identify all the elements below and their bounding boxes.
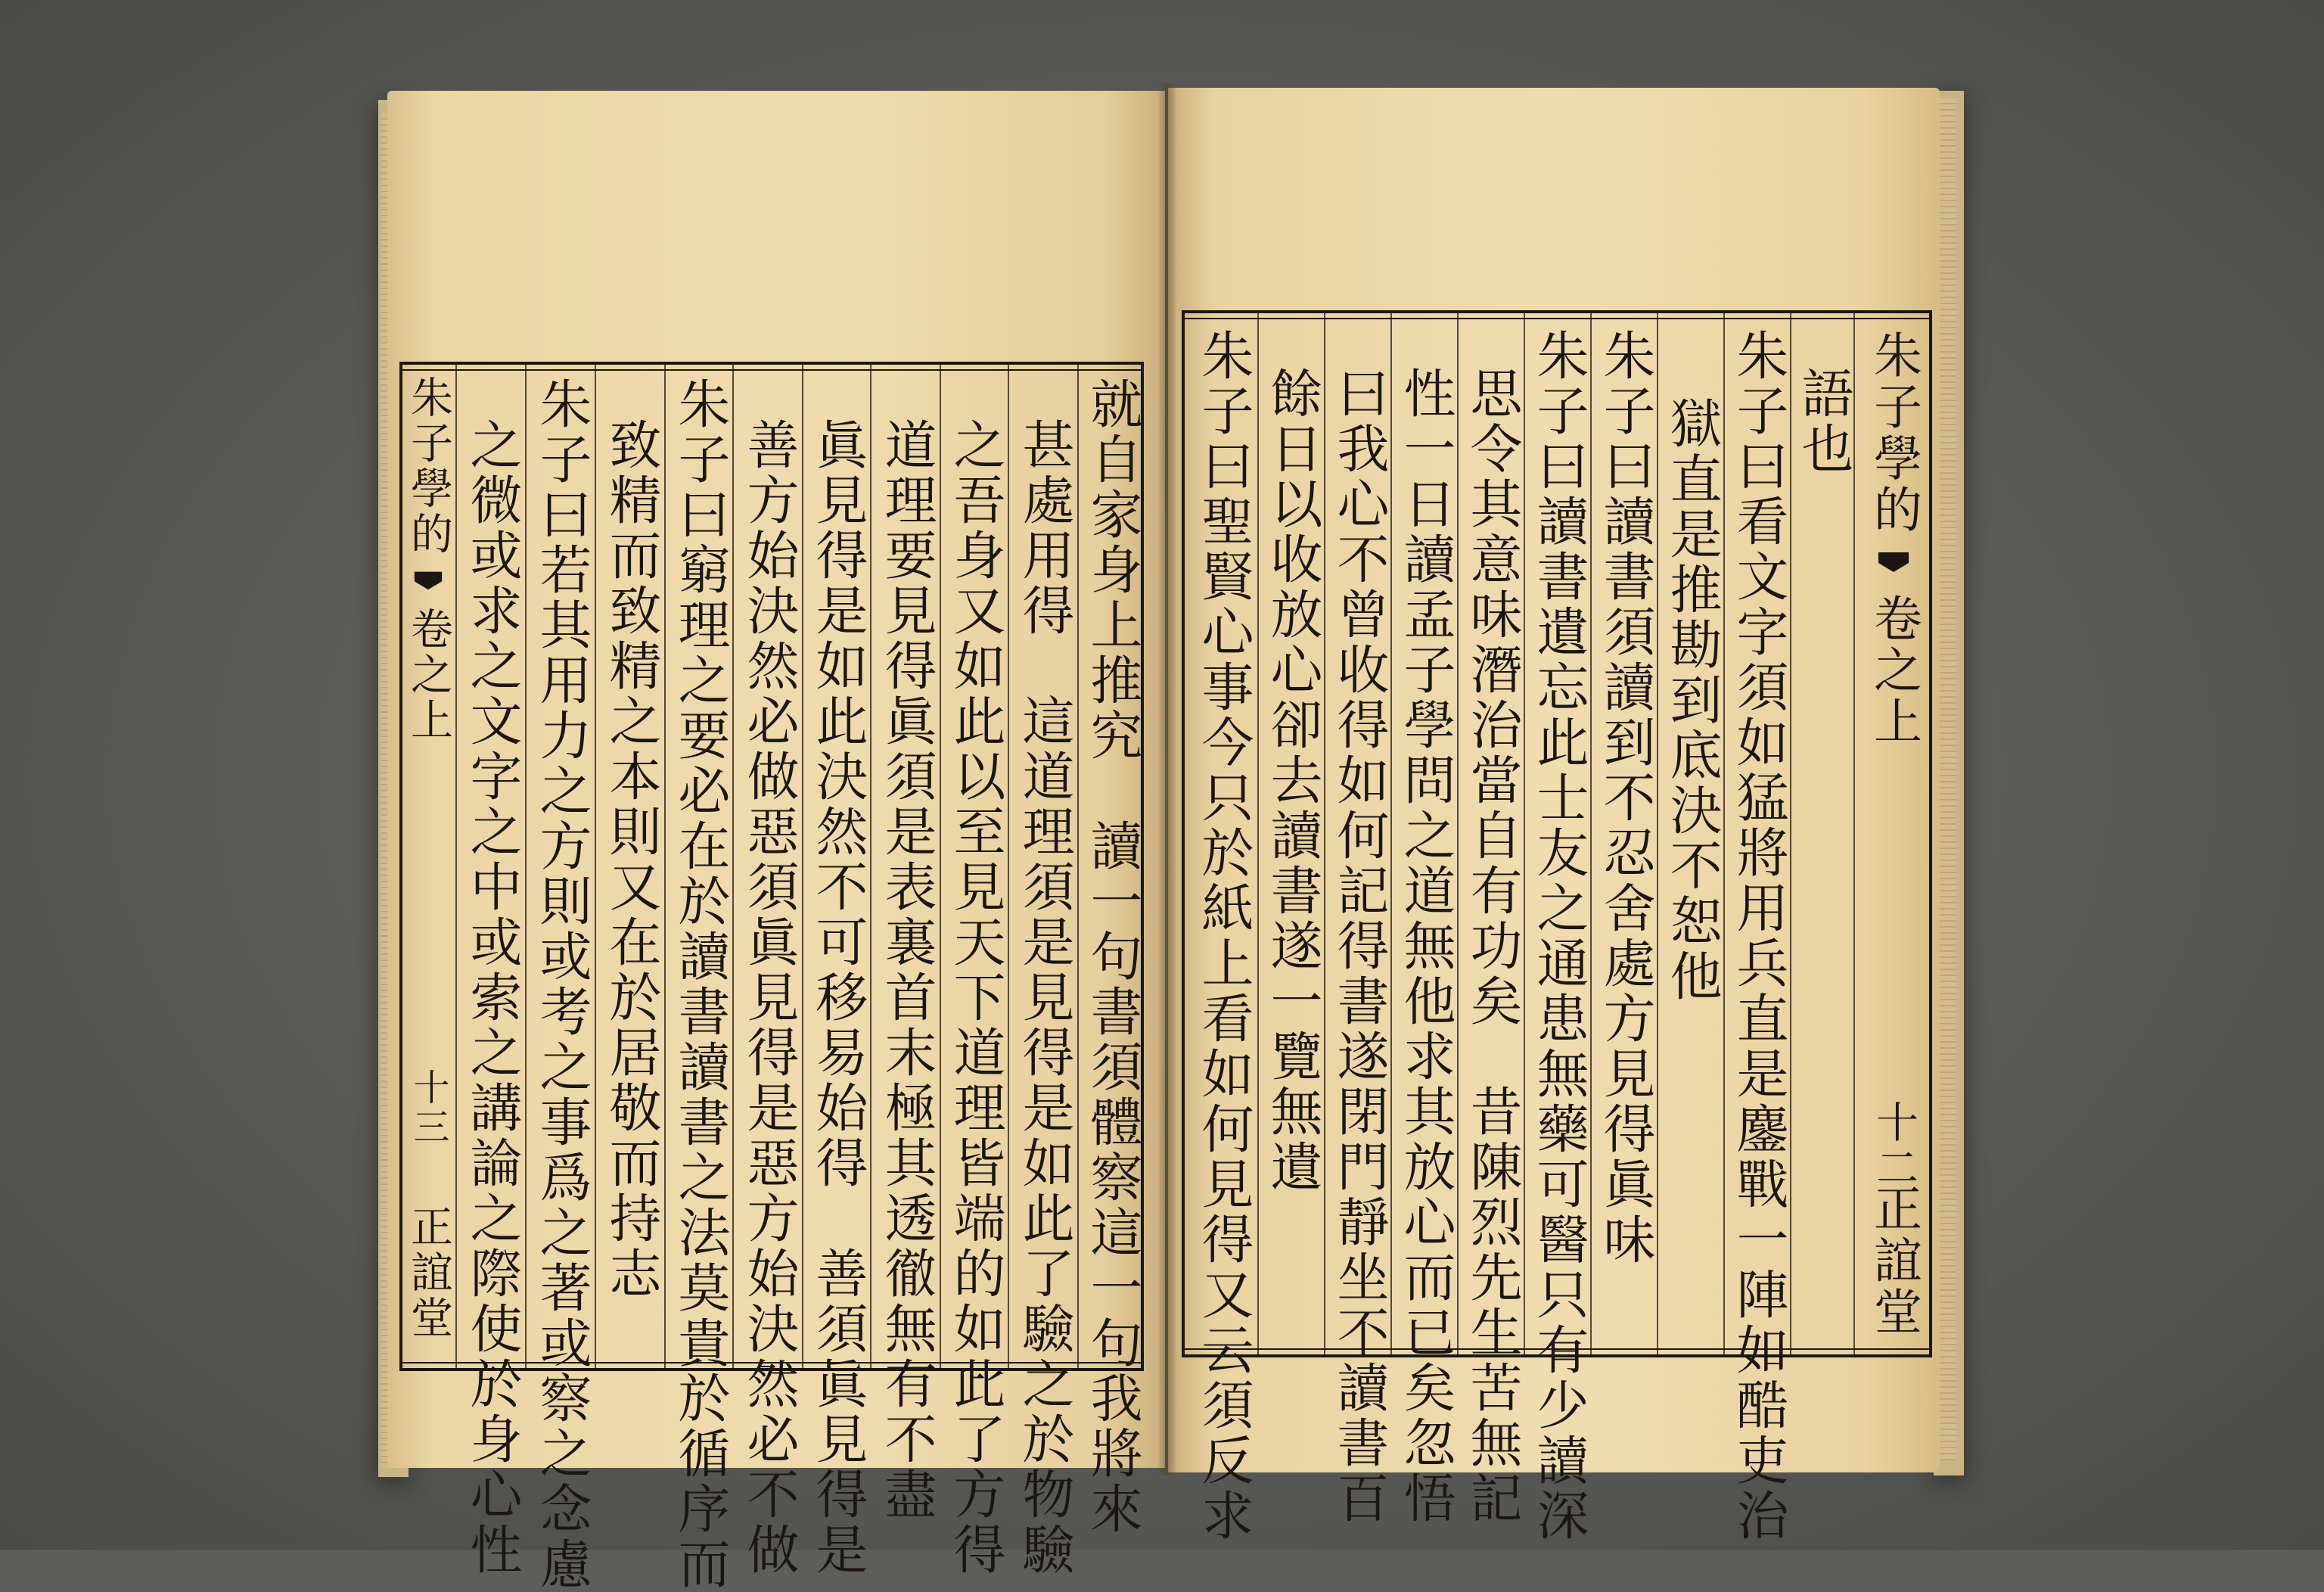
margin-title: 朱子學的 (404, 375, 453, 557)
fishtail-mark-icon (1877, 549, 1910, 583)
text-column (595, 365, 664, 1368)
column-text: 餘日以收放心卻去讀書遂一覽無遺 (1261, 366, 1322, 1195)
text-column (1390, 313, 1457, 1526)
column-text: 朱子曰讀書遺忘此士友之通患無藥可醫只有少讀深 (1527, 328, 1589, 1544)
text-column (1790, 313, 1853, 1354)
margin-juan: 卷之上 (404, 607, 453, 743)
text-column (1524, 313, 1590, 1544)
margin-leaf-number: 十二 (1869, 1100, 1919, 1191)
text-column (1077, 365, 1144, 1537)
margin-juan: 卷之上 (1866, 593, 1922, 748)
column-text: 朱子曰若其用力之方則或考之事爲之著或察之念慮 (530, 377, 592, 1592)
margin-title: 朱子學的 (1866, 330, 1922, 536)
margin-leaf-number: 十三 (407, 1068, 449, 1147)
margin-publisher: 正誼堂 (1866, 1183, 1922, 1338)
fishtail-mark-icon (413, 569, 443, 599)
book-gutter (1157, 83, 1177, 1475)
text-column (1257, 313, 1324, 1354)
column-text: 眞見得是如此決然不可移易始得 善須眞見得是 (806, 418, 868, 1578)
column-text: 朱子曰聖賢心事今只於紙上看如何見得又云須反求 (1192, 328, 1254, 1544)
column-text: 之吾身又如此以至見天下道理皆端的如此了方得 (944, 418, 1005, 1578)
margin-publisher: 正誼堂 (404, 1205, 453, 1341)
text-column (732, 365, 802, 1578)
column-text: 善方始決然必做惡須眞見得是惡方始決然必不做 (738, 418, 799, 1578)
text-column (1457, 313, 1524, 1526)
text-column (1590, 313, 1657, 1354)
column-text: 曰我心不曾收得如何記得書遂閉門靜坐不讀書百 (1328, 366, 1389, 1526)
text-column (1657, 313, 1723, 1354)
left-page-frame (399, 362, 1144, 1592)
right-page-frame (1182, 310, 1932, 1544)
column-text: 致精而致精之本則又在於居敬而持志 (600, 418, 661, 1301)
text-column (870, 365, 940, 1522)
column-text: 思令其意味潛治當自有功矣 昔陳烈先生苦無記 (1461, 366, 1522, 1526)
column-text: 獄直是推勘到底決不恕他 (1661, 396, 1722, 1004)
text-column (1723, 313, 1790, 1544)
text-column (940, 365, 1008, 1578)
column-text: 朱子曰窮理之要必在於讀書讀書之法莫貴於循序而 (669, 377, 730, 1592)
column-text: 之微或求之文字之中或索之講論之際使於身心性 (461, 418, 522, 1578)
right-page-margin-column (1853, 313, 1932, 1354)
text-column (1188, 313, 1257, 1544)
column-text: 甚處用得 這道理須是見得是如此了驗之於物驗 (1013, 418, 1074, 1578)
text-column (455, 365, 525, 1578)
text-column (1324, 313, 1390, 1526)
column-text: 性一日讀孟子學問之道無他求其放心而已矣忽悟 (1394, 366, 1456, 1526)
column-text: 朱子曰看文字須如猛將用兵直是鏖戰一陣如酷吏治 (1727, 328, 1788, 1544)
column-text: 朱子曰讀書須讀到不忍舍處方見得眞味 (1594, 328, 1655, 1267)
left-page-margin-column (401, 365, 455, 1368)
column-text: 語也 (1792, 366, 1853, 477)
text-column (1008, 365, 1077, 1578)
column-text: 道理要見得眞須是表裏首末極其透徹無有不盡 (875, 418, 937, 1522)
text-column (802, 365, 870, 1578)
column-text: 就自家身上推究 讀一句書須體察這一句我將來 (1081, 377, 1142, 1537)
text-column (525, 365, 595, 1592)
text-column (664, 365, 732, 1592)
